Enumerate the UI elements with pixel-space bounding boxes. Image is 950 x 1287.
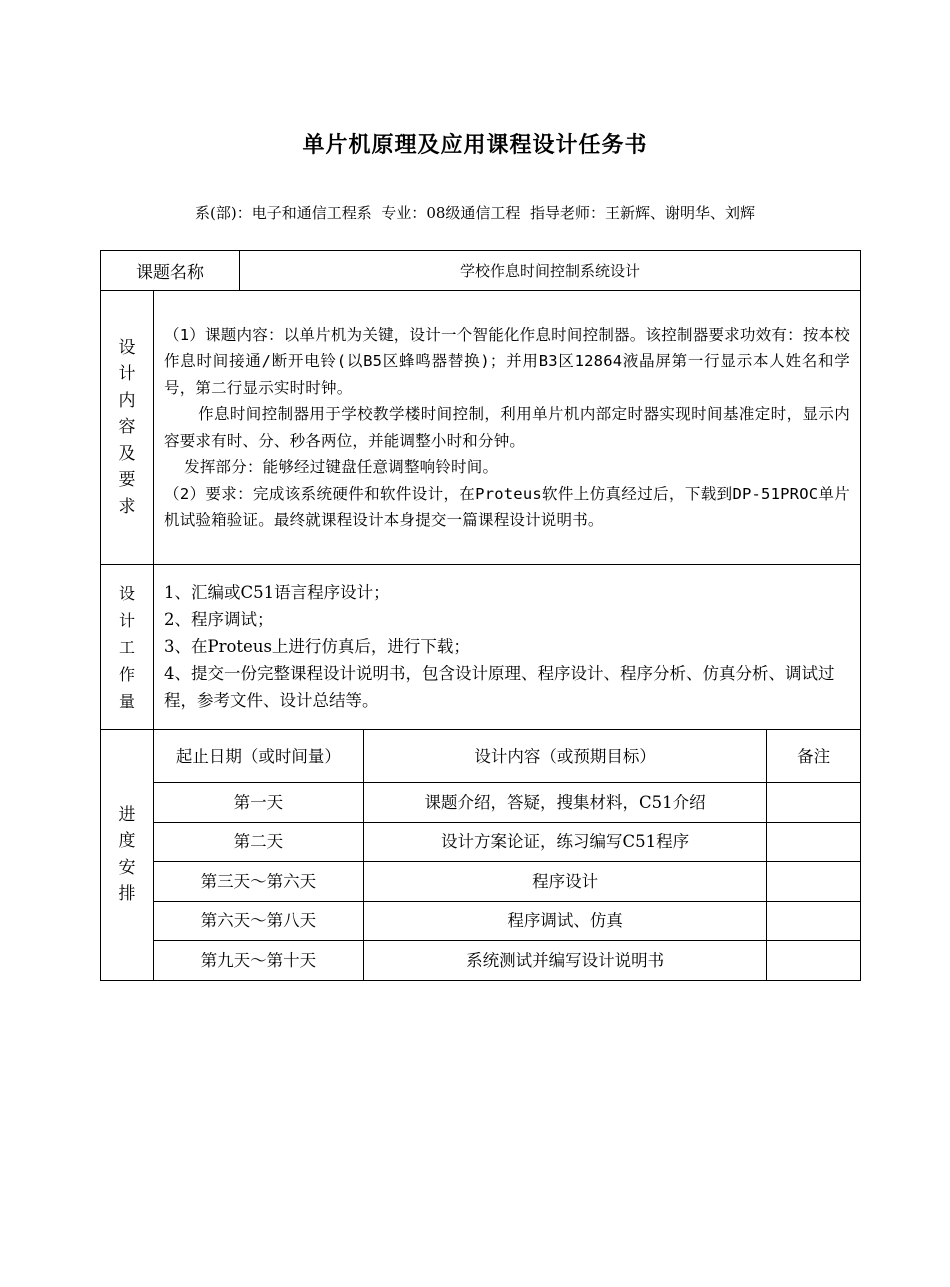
table-row <box>154 822 860 862</box>
schedule-header-row <box>154 730 860 783</box>
schedule-header-period: 起止日期（或时间量） <box>154 730 363 783</box>
schedule-note <box>767 862 860 902</box>
schedule-label: 进 度 安 排 <box>101 730 154 981</box>
department-value: 电子和通信工程系 <box>251 204 372 222</box>
workload-row <box>101 565 861 730</box>
workload-content <box>154 565 861 730</box>
requirements-paragraph: 作息时间控制器用于学校教学楼时间控制，利用单片机内部定时器实现时间基准定时，显示内容要求有时、分、秒各两位，并能调整小时和分钟。 <box>164 405 850 450</box>
workload-item: 1、汇编或C51语言程序设计； <box>164 582 390 602</box>
topic-row <box>101 251 861 291</box>
table-row <box>154 941 860 980</box>
workload-item: 2、程序调试； <box>164 609 274 629</box>
schedule-content: 系统测试并编写设计说明书 <box>363 941 767 980</box>
table-row <box>154 783 860 823</box>
requirements-content <box>154 291 861 565</box>
major-label: 专业： <box>381 204 427 222</box>
requirements-paragraph: （2）要求：完成该系统硬件和软件设计，在Proteus软件上仿真经过后，下载到DP-51PROC单片机试验箱验证。最终就课程设计本身提交一篇课程设计说明书。 <box>164 484 850 529</box>
schedule-header-content: 设计内容（或预期目标） <box>363 730 767 783</box>
department-label: 系(部)： <box>195 204 252 222</box>
schedule-row <box>101 730 861 981</box>
schedule-period: 第二天 <box>154 822 363 862</box>
workload-label: 设 计 工 作 量 <box>101 565 154 730</box>
schedule-period: 第一天 <box>154 783 363 823</box>
schedule-header-note: 备注 <box>767 730 860 783</box>
advisor-value: 王新辉、谢明华、刘辉 <box>604 204 755 222</box>
requirements-label: 设 计 内 容 及 要 求 <box>101 291 154 565</box>
schedule-content: 设计方案论证，练习编写C51程序 <box>363 822 767 862</box>
schedule-period: 第九天～第十天 <box>154 941 363 980</box>
schedule-content: 程序设计 <box>363 862 767 902</box>
topic-value: 学校作息时间控制系统设计 <box>240 251 861 291</box>
schedule-content: 程序调试、仿真 <box>363 901 767 941</box>
topic-label: 课题名称 <box>101 251 240 291</box>
workload-item: 3、在Proteus上进行仿真后，进行下载； <box>164 636 470 656</box>
schedule-table <box>154 730 860 980</box>
requirements-row <box>101 291 861 565</box>
schedule-period: 第三天～第六天 <box>154 862 363 902</box>
table-row <box>154 901 860 941</box>
major-value: 08级通信工程 <box>426 204 521 222</box>
schedule-note <box>767 783 860 823</box>
task-table <box>100 250 861 981</box>
schedule-note <box>767 822 860 862</box>
requirements-paragraph: 发挥部分：能够经过键盘任意调整响铃时间。 <box>184 458 499 476</box>
workload-item: 4、提交一份完整课程设计说明书，包含设计原理、程序设计、程序分析、仿真分析、调试过程，参考文件、设计总结等。 <box>164 663 835 710</box>
schedule-content: 课题介绍，答疑，搜集材料，C51介绍 <box>363 783 767 823</box>
requirements-paragraph: （1）课题内容：以单片机为关键，设计一个智能化作息时间控制器。该控制器要求功效有：按本校作息时间接通/断开电铃(以B5区蜂鸣器替换)；并用B3区12864液晶屏第一行显示本人姓名和学号，第二行显示实时时钟。 <box>164 325 850 397</box>
schedule-note <box>767 941 860 980</box>
schedule-table-cell <box>154 730 861 981</box>
advisor-label: 指导老师： <box>529 204 605 222</box>
table-row <box>154 862 860 902</box>
schedule-period: 第六天～第八天 <box>154 901 363 941</box>
document-title: 单片机原理及应用课程设计任务书 <box>302 133 648 158</box>
schedule-note <box>767 901 860 941</box>
document-meta <box>0 202 950 223</box>
